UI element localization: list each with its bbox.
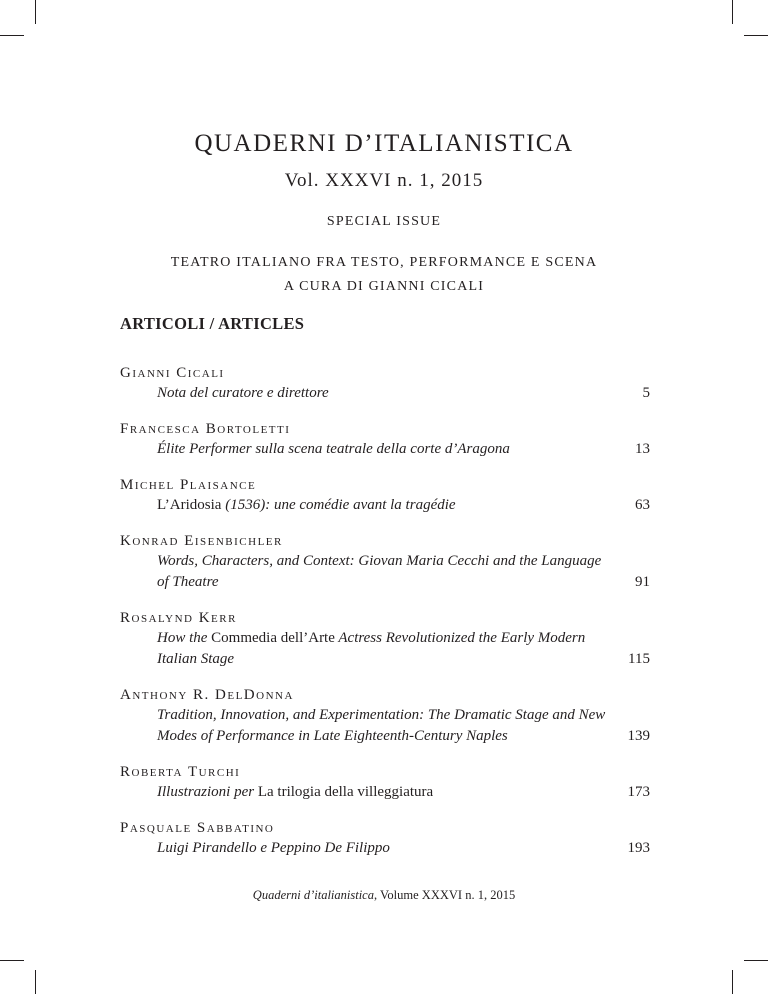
toc-entry[interactable]	[120, 420, 650, 460]
crop-mark	[744, 960, 768, 961]
volume-info: Vol. XXXVI n. 1, 2015	[284, 170, 484, 191]
entry-page-number: 5	[642, 385, 650, 401]
toc-entry[interactable]	[120, 609, 650, 670]
entry-author: Rosalynd Kerr	[120, 610, 237, 626]
toc-entry[interactable]	[120, 364, 650, 404]
crop-mark	[35, 970, 36, 994]
entry-title: Élite Performer sulla scena teatrale della corte d’Aragona	[157, 441, 510, 457]
crop-mark	[0, 960, 24, 961]
entry-author: Roberta Turchi	[120, 764, 241, 780]
entry-author: Pasquale Sabbatino	[120, 820, 275, 836]
issue-title: TEATRO ITALIANO FRA TESTO, PERFORMANCE E SCENA	[170, 255, 598, 270]
entry-title: How the Commedia dell’Arte Actress Revolutionized the Early Modern Italian Stage	[157, 630, 586, 667]
crop-mark	[744, 35, 768, 36]
entry-title: Luigi Pirandello e Peppino De Filippo	[157, 840, 390, 856]
toc-entry[interactable]	[120, 686, 650, 747]
entry-author: Anthony R. DelDonna	[120, 687, 294, 703]
entry-page-number: 139	[627, 728, 650, 744]
entry-author: Michel Plaisance	[120, 477, 257, 493]
section-heading: ARTICOLI / ARTICLES	[120, 314, 305, 333]
crop-mark	[35, 0, 36, 24]
entry-title: Illustrazioni per La trilogia della villeggiatura	[157, 784, 434, 800]
journal-title: QUADERNI D’ITALIANISTICA	[194, 130, 574, 157]
entry-title: Words, Characters, and Context: Giovan Maria Cecchi and the Language of Theatre	[157, 553, 602, 590]
entry-page-number: 91	[635, 574, 650, 590]
crop-mark	[732, 970, 733, 994]
entry-title: Nota del curatore e direttore	[157, 385, 329, 401]
entry-author: Gianni Cicali	[120, 365, 225, 381]
special-issue-label: SPECIAL ISSUE	[326, 214, 442, 229]
footer-journal-name: Quaderni d’italianistica	[252, 888, 374, 902]
entry-page-number: 13	[635, 441, 650, 457]
toc-entry[interactable]	[120, 819, 650, 859]
entry-author: Konrad Eisenbichler	[120, 533, 283, 549]
toc-entry[interactable]	[120, 763, 650, 803]
toc-entry[interactable]	[120, 476, 650, 516]
entry-title: L’Aridosia (1536): une comédie avant la tragédie	[157, 497, 456, 513]
crop-mark	[0, 35, 24, 36]
entry-page-number: 193	[627, 840, 650, 856]
entry-author: Francesca Bortoletti	[120, 421, 291, 437]
entry-title: Tradition, Innovation, and Experimentation: The Dramatic Stage and New Modes of Performance in Late Eighteenth-Century Naples	[157, 707, 606, 744]
issue-editor: A CURA DI GIANNI CICALI	[283, 279, 485, 294]
entry-page-number: 173	[627, 784, 650, 800]
crop-mark	[732, 0, 733, 24]
entry-page-number: 115	[628, 651, 650, 667]
footer-volume-info: , Volume XXXVI n. 1, 2015	[373, 888, 516, 902]
entry-page-number: 63	[635, 497, 650, 513]
page-footer	[0, 888, 768, 903]
toc-entry[interactable]	[120, 532, 650, 593]
